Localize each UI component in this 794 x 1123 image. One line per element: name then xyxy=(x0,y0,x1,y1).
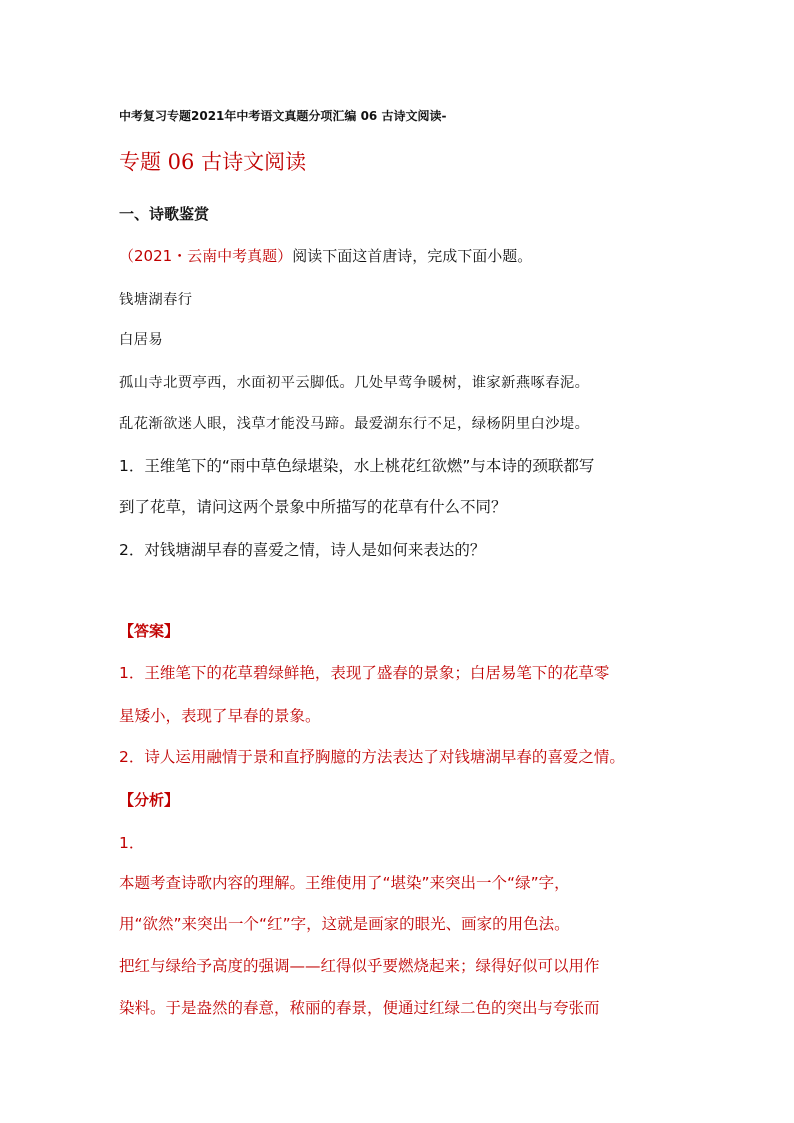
analysis-number: 1． xyxy=(119,834,145,852)
analysis-line: 把红与绿给予高度的强调——红得似乎要燃烧起来；绿得好似可以用作 xyxy=(119,957,600,975)
section-heading: 一、诗歌鉴赏 xyxy=(119,205,210,223)
analysis-line: 本题考查诗歌内容的理解。王维使用了“堪染”来突出一个“绿”字， xyxy=(119,874,570,892)
analysis-line: 用“欲然”来突出一个“红”字，这就是画家的眼光、画家的用色法。 xyxy=(119,915,570,933)
analysis-line: 染料。于是盎然的春意，秾丽的春景，便通过红绿二色的突出与夸张而 xyxy=(119,999,600,1017)
question-2: 2．对钱塘湖早春的喜爱之情，诗人是如何来表达的？ xyxy=(119,541,486,559)
analysis-label: 【分析】 xyxy=(119,791,180,809)
question-intro xyxy=(119,245,532,266)
poem-title: 钱塘湖春行 xyxy=(119,292,193,308)
question-instruction: 阅读下面这首唐诗，完成下面小题。 xyxy=(292,247,533,265)
answer-label: 【答案】 xyxy=(119,622,180,640)
answer-1: 1．王维笔下的花草碧绿鲜艳，表现了盛春的景象；白居易笔下的花草零 xyxy=(119,664,610,682)
topic-title: 专题 06 古诗文阅读 xyxy=(119,150,307,174)
document-header: 中考复习专题2021年中考语文真题分项汇编 06 古诗文阅读- xyxy=(119,109,447,123)
question-1-continued: 到了花草，请问这两个景象中所描写的花草有什么不同？ xyxy=(119,498,507,516)
question-source: （2021・云南中考真题） xyxy=(119,247,293,265)
answer-1-continued: 星矮小，表现了早春的景象。 xyxy=(119,707,321,725)
poem-author: 白居易 xyxy=(119,332,164,348)
question-1: 1．王维笔下的“雨中草色绿堪染，水上桃花红欲燃”与本诗的颈联都写 xyxy=(119,457,595,475)
poem-line: 孤山寺北贾亭西，水面初平云脚低。几处早莺争暖树，谁家新燕啄春泥。 xyxy=(119,375,590,391)
answer-2: 2．诗人运用融情于景和直抒胸臆的方法表达了对钱塘湖早春的喜爱之情。 xyxy=(119,748,625,766)
poem-line: 乱花渐欲迷人眼，浅草才能没马蹄。最爱湖东行不足，绿杨阴里白沙堤。 xyxy=(119,416,590,432)
